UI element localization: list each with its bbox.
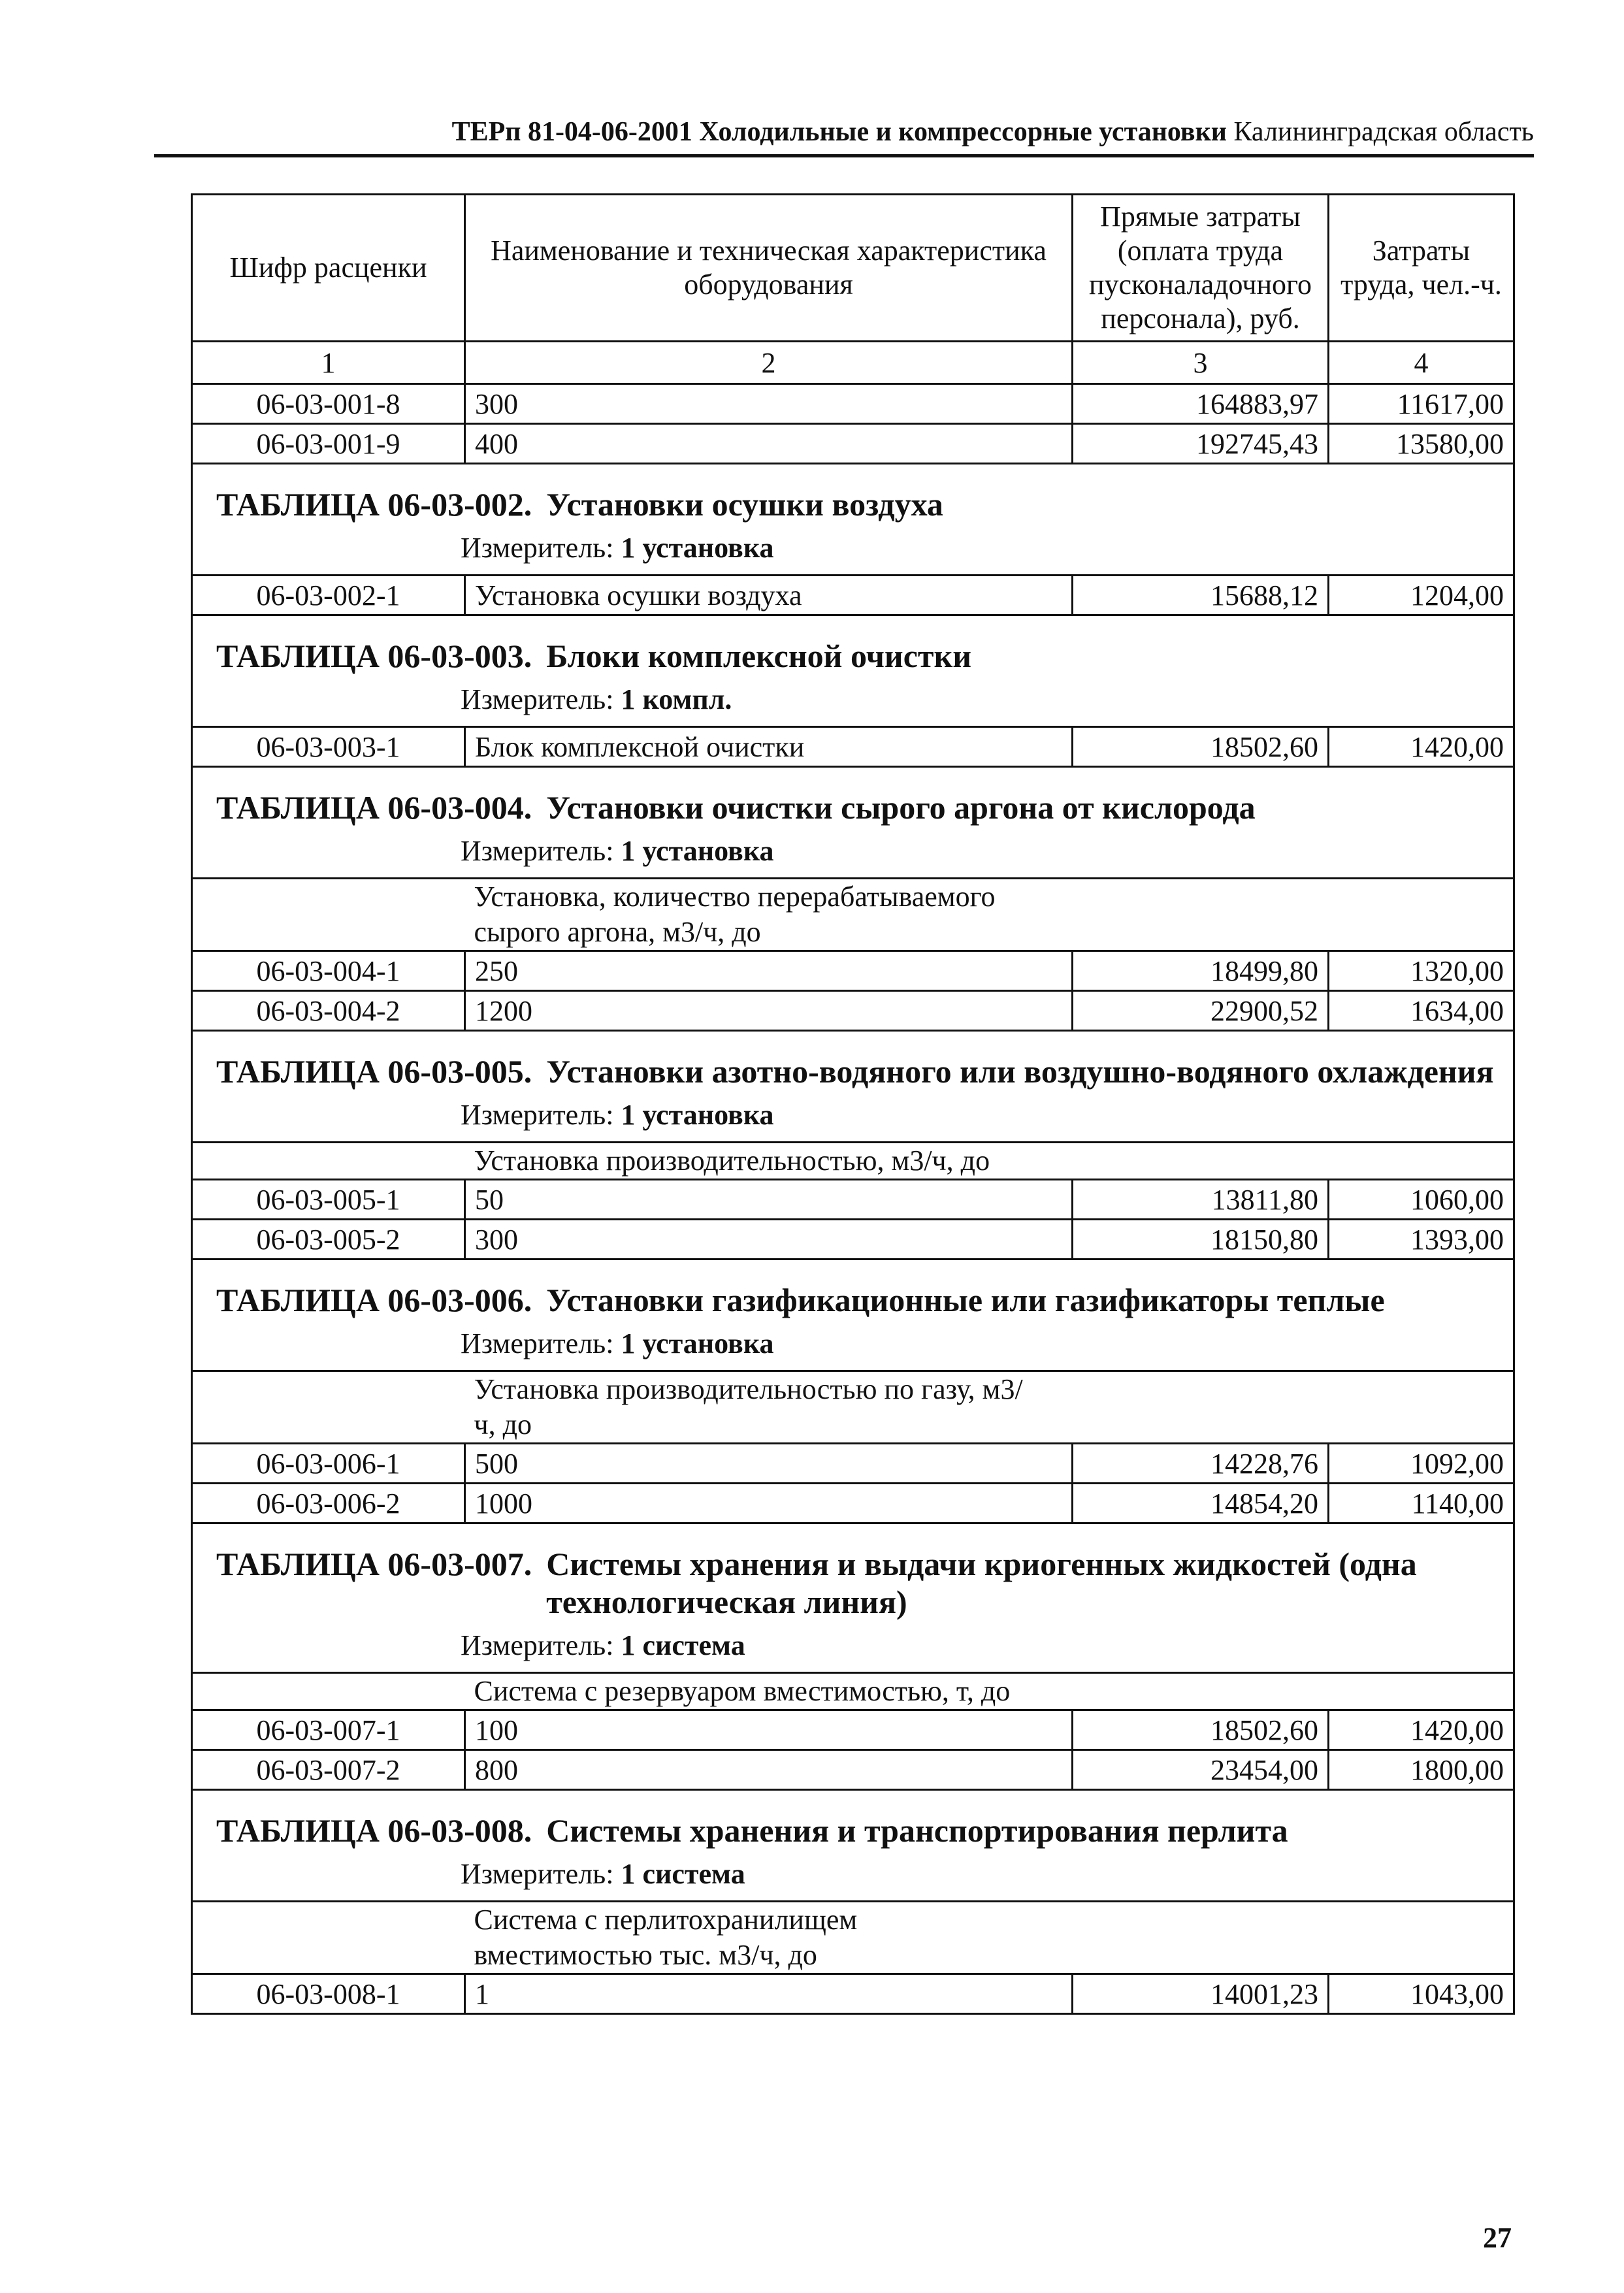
section-title [193, 1032, 1513, 1090]
equipment-name: 100 [465, 1710, 1073, 1750]
section-table-number: ТАБЛИЦА 06-03-008. [216, 1812, 532, 1849]
parameter-row [192, 1143, 1514, 1180]
column-number-row [192, 342, 1514, 384]
col-number: 4 [1329, 342, 1514, 384]
rate-code: 06-03-003-1 [192, 727, 465, 767]
unit-label: Измеритель: [461, 835, 614, 867]
section-title-text: Установки азотно-водяного или воздушно-водяного охлаждения [546, 1053, 1494, 1090]
section-heading-row [192, 1790, 1514, 1902]
section-heading-row [192, 464, 1514, 576]
unit-value: 1 установка [621, 1099, 774, 1131]
empty-cell [192, 1902, 465, 1974]
parameter-row [192, 879, 1514, 951]
doc-title: Холодильные и компрессорные установки [699, 117, 1227, 147]
direct-cost: 192745,43 [1073, 424, 1329, 464]
rate-code: 06-03-001-9 [192, 424, 465, 464]
unit-label: Измеритель: [461, 683, 614, 715]
table-row [192, 1180, 1514, 1220]
table-row [192, 991, 1514, 1031]
rate-code: 06-03-006-1 [192, 1444, 465, 1484]
equipment-name: 1000 [465, 1484, 1073, 1523]
parameter-text: Система с резервуаром вместимостью, т, до [474, 1675, 1011, 1707]
parameter-row [192, 1673, 1514, 1710]
equipment-name: 1200 [465, 991, 1073, 1031]
section-heading [192, 1260, 1514, 1371]
section-title-text: Системы хранения и транспортирования перлита [546, 1812, 1288, 1849]
equipment-name: 400 [465, 424, 1073, 464]
direct-cost: 164883,97 [1073, 384, 1329, 424]
section-title-text: Установки очистки сырого аргона от кислорода [546, 789, 1256, 826]
labor-cost: 1420,00 [1329, 727, 1514, 767]
rate-code: 06-03-007-1 [192, 1710, 465, 1750]
parameter-row [192, 1371, 1514, 1444]
parameter-text: Система с перлитохранилищем вместимостью тыс. м3/ч, до [474, 1904, 858, 1971]
direct-cost: 13811,80 [1073, 1180, 1329, 1220]
labor-cost: 1204,00 [1329, 576, 1514, 615]
direct-cost: 14228,76 [1073, 1444, 1329, 1484]
equipment-name: 50 [465, 1180, 1073, 1220]
page-number: 27 [1483, 2222, 1512, 2254]
empty-cell [192, 1673, 465, 1710]
empty-cell [192, 1371, 465, 1444]
table-row [192, 384, 1514, 424]
labor-cost: 1043,00 [1329, 1974, 1514, 2014]
unit-value: 1 установка [621, 532, 774, 564]
section-heading-row [192, 1260, 1514, 1371]
region: Калининградская область [1233, 117, 1534, 147]
col-number: 2 [465, 342, 1073, 384]
col-number: 1 [192, 342, 465, 384]
direct-cost: 22900,52 [1073, 991, 1329, 1031]
labor-cost: 1800,00 [1329, 1750, 1514, 1790]
section-table-number: ТАБЛИЦА 06-03-005. [216, 1053, 532, 1090]
labor-cost: 1092,00 [1329, 1444, 1514, 1484]
unit-label: Измеритель: [461, 1099, 614, 1131]
section-unit [193, 523, 1513, 574]
parameter-description [465, 1902, 1514, 1974]
unit-label: Измеритель: [461, 1327, 614, 1359]
parameter-row [192, 1902, 1514, 1974]
section-unit [193, 1621, 1513, 1672]
section-unit [193, 1090, 1513, 1141]
table-row [192, 1444, 1514, 1484]
direct-cost: 15688,12 [1073, 576, 1329, 615]
section-table-number: ТАБЛИЦА 06-03-003. [216, 638, 532, 674]
col-header-direct-cost: Прямые затраты (оплата труда пусконаладочного персонала), руб. [1073, 195, 1329, 342]
table-row [192, 1484, 1514, 1523]
rate-code: 06-03-002-1 [192, 576, 465, 615]
unit-value: 1 компл. [621, 683, 732, 715]
rate-code: 06-03-006-2 [192, 1484, 465, 1523]
section-title [193, 1791, 1513, 1849]
unit-value: 1 система [621, 1858, 745, 1890]
parameter-description [465, 1143, 1514, 1180]
direct-cost: 14001,23 [1073, 1974, 1329, 2014]
equipment-name: 300 [465, 384, 1073, 424]
price-table [191, 193, 1513, 2015]
section-heading [192, 1790, 1514, 1902]
section-heading [192, 615, 1514, 727]
section-title [193, 616, 1513, 675]
parameter-description [465, 879, 1514, 951]
direct-cost: 18502,60 [1073, 727, 1329, 767]
col-header-code: Шифр расценки [192, 195, 465, 342]
unit-label: Измеритель: [461, 1629, 614, 1661]
section-title-text: Системы хранения и выдачи криогенных жидкостей (одна технологическая линия) [546, 1546, 1417, 1620]
rate-code: 06-03-008-1 [192, 1974, 465, 2014]
section-table-number: ТАБЛИЦА 06-03-002. [216, 486, 532, 523]
header-rule [154, 154, 1534, 157]
labor-cost: 1420,00 [1329, 1710, 1514, 1750]
section-title [193, 1260, 1513, 1319]
parameter-text: Установка, количество перерабатываемого сырого аргона, м3/ч, до [474, 881, 996, 948]
unit-label: Измеритель: [461, 1858, 614, 1890]
section-table-number: ТАБЛИЦА 06-03-006. [216, 1282, 532, 1318]
equipment-name: 250 [465, 951, 1073, 991]
direct-cost: 23454,00 [1073, 1750, 1329, 1790]
rate-code: 06-03-004-1 [192, 951, 465, 991]
section-unit [193, 675, 1513, 726]
labor-cost: 1634,00 [1329, 991, 1514, 1031]
equipment-name: 500 [465, 1444, 1073, 1484]
section-unit [193, 1319, 1513, 1370]
labor-cost: 1140,00 [1329, 1484, 1514, 1523]
unit-value: 1 установка [621, 1327, 774, 1359]
table-row [192, 1750, 1514, 1790]
labor-cost: 11617,00 [1329, 384, 1514, 424]
table-row [192, 576, 1514, 615]
section-heading [192, 464, 1514, 576]
direct-cost: 18499,80 [1073, 951, 1329, 991]
equipment-name: Установка осушки воздуха [465, 576, 1073, 615]
unit-label: Измеритель: [461, 532, 614, 564]
section-title [193, 1524, 1513, 1621]
table-row [192, 424, 1514, 464]
unit-value: 1 установка [621, 835, 774, 867]
equipment-name: 1 [465, 1974, 1073, 2014]
parameter-text: Установка производительностью, м3/ч, до [474, 1145, 990, 1177]
labor-cost: 1393,00 [1329, 1220, 1514, 1260]
section-heading-row [192, 767, 1514, 879]
section-heading-row [192, 1031, 1514, 1143]
section-unit [193, 1849, 1513, 1900]
doc-code: ТЕРп 81-04-06-2001 [451, 117, 692, 147]
rate-code: 06-03-005-1 [192, 1180, 465, 1220]
section-title [193, 768, 1513, 826]
unit-value: 1 система [621, 1629, 745, 1661]
section-title [193, 464, 1513, 523]
parameter-text: Установка производительностью по газу, м3/ч, до [474, 1373, 1023, 1440]
labor-cost: 1060,00 [1329, 1180, 1514, 1220]
labor-cost: 13580,00 [1329, 424, 1514, 464]
parameter-description [465, 1371, 1514, 1444]
rate-code: 06-03-007-2 [192, 1750, 465, 1790]
section-title-text: Установки газификационные или газификаторы теплые [546, 1282, 1385, 1318]
section-heading [192, 1031, 1514, 1143]
empty-cell [192, 879, 465, 951]
table-row [192, 727, 1514, 767]
direct-cost: 18150,80 [1073, 1220, 1329, 1260]
rate-code: 06-03-001-8 [192, 384, 465, 424]
section-title-text: Установки осушки воздуха [546, 486, 943, 523]
section-heading-row [192, 1523, 1514, 1673]
col-header-name: Наименование и техническая характеристика оборудования [465, 195, 1073, 342]
direct-cost: 14854,20 [1073, 1484, 1329, 1523]
parameter-description [465, 1673, 1514, 1710]
section-heading [192, 1523, 1514, 1673]
rate-code: 06-03-004-2 [192, 991, 465, 1031]
col-number: 3 [1073, 342, 1329, 384]
table-row [192, 1974, 1514, 2014]
equipment-name: Блок комплексной очистки [465, 727, 1073, 767]
empty-cell [192, 1143, 465, 1180]
table-row [192, 1710, 1514, 1750]
table-row [192, 951, 1514, 991]
section-table-number: ТАБЛИЦА 06-03-007. [216, 1546, 532, 1582]
section-heading [192, 767, 1514, 879]
direct-cost: 18502,60 [1073, 1710, 1329, 1750]
rate-code: 06-03-005-2 [192, 1220, 465, 1260]
table-row [192, 1220, 1514, 1260]
col-header-labor: Затраты труда, чел.-ч. [1329, 195, 1514, 342]
section-heading-row [192, 615, 1514, 727]
column-header-row [192, 195, 1514, 342]
equipment-name: 800 [465, 1750, 1073, 1790]
labor-cost: 1320,00 [1329, 951, 1514, 991]
equipment-name: 300 [465, 1220, 1073, 1260]
section-title-text: Блоки комплексной очистки [546, 638, 972, 674]
section-unit [193, 826, 1513, 877]
section-table-number: ТАБЛИЦА 06-03-004. [216, 789, 532, 826]
running-header [154, 116, 1534, 148]
